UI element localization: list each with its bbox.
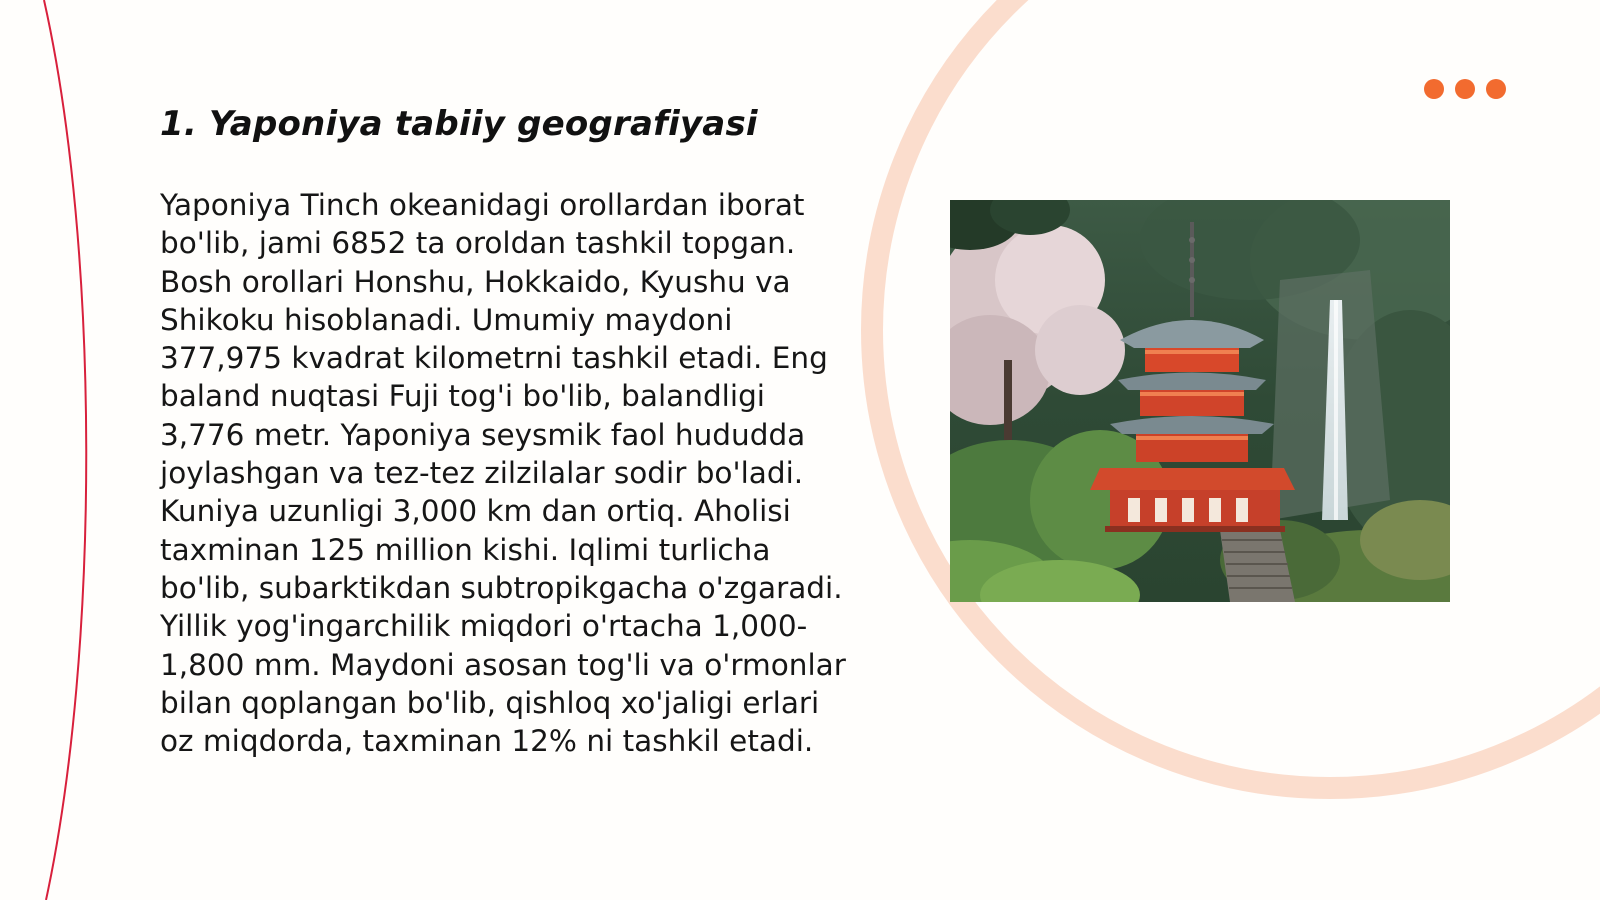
dot-2 — [1455, 79, 1475, 99]
slide-title: 1. Yaponiya tabiiy geografiyasi — [160, 104, 758, 144]
more-dots-icon — [1424, 79, 1506, 99]
slide-body-paragraph: Yaponiya Tinch okeanidagi orollardan iborat bo'lib, jami 6852 ta oroldan tashkil topgan. Bosh orollari Honshu, Hokkaido, Kyushu va Shikoku hisoblanadi. Umumiy maydoni 377,975 kvadrat kilometrni tashkil etadi. Eng baland nuqtasi Fuji tog'i bo'lib, balandligi 3,776 metr. Yaponiya seysmik faol hududda joylashgan va tez-tez zilzilalar sodir bo'ladi. Kuniya uzunligi 3,000 km dan ortiq. Aholisi taxminan 125 million kishi. Iqlimi turlicha bo'lib, subarktikdan subtropikgacha o'zgaradi. Yillik yog'ingarchilik miqdori o'rtacha 1,000-1,800 mm. Maydoni asosan tog'li va o'rmonlar bilan qoplangan bo'lib, qishloq xo'jaligi erlari oz miqdorda, taxminan 12% ni tashkil etadi. — [160, 188, 846, 759]
left-red-curve — [44, 0, 86, 900]
dot-1 — [1424, 79, 1444, 99]
dot-3 — [1486, 79, 1506, 99]
pagoda-waterfall-photo — [950, 200, 1450, 602]
